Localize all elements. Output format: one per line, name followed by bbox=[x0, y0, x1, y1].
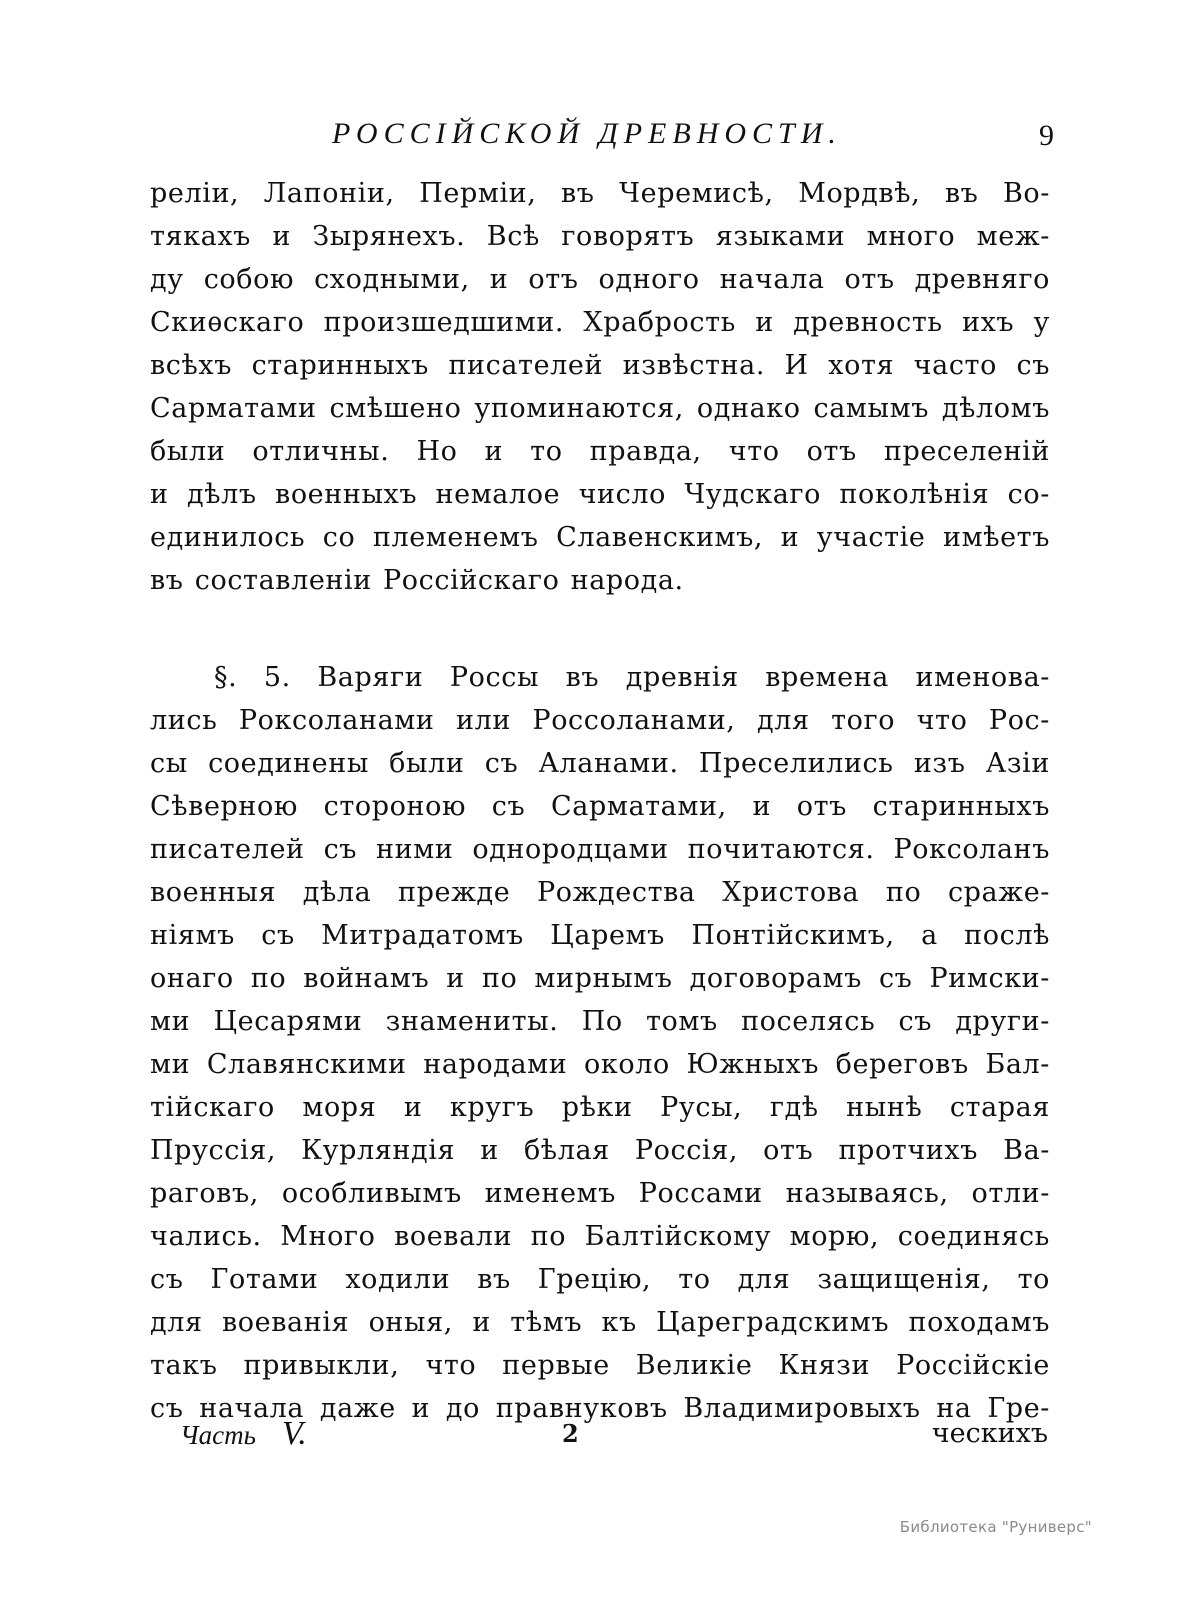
signature-mark: 2 bbox=[562, 1419, 579, 1448]
text-line: тійскаго моря и кругъ рѣки Русы, гдѣ нынѣ старая bbox=[150, 1092, 1050, 1123]
text-line: онаго по войнамъ и по мирнымъ договорамъ съ Римски- bbox=[150, 963, 1050, 994]
text-line: Сарматами смѣшено упоминаются, однако самымъ дѣломъ bbox=[150, 393, 1050, 424]
text-line: писателей съ ними однородцами почитаются. Роксоланъ bbox=[150, 834, 1050, 865]
text-line: раговъ, особливымъ именемъ Россами называясь, отли- bbox=[150, 1178, 1050, 1209]
section-heading-line: §. 5. Варяги Россы въ древнія времена именова- bbox=[214, 662, 1050, 693]
text-line: всѣхъ старинныхъ писателей извѣстна. И хотя часто съ bbox=[150, 350, 1050, 381]
part-label-text: Часть bbox=[180, 1420, 256, 1450]
page-number: 9 bbox=[1039, 119, 1054, 152]
text-line: были отличны. Но и то правда, что отъ преселеній bbox=[150, 436, 1050, 467]
volume-number: V. bbox=[281, 1415, 307, 1452]
text-line: тякахъ и Зырянехъ. Всѣ говорятъ языками много меж- bbox=[150, 221, 1050, 252]
catchword: ческихъ bbox=[931, 1418, 1048, 1449]
text-line: сы соединены были съ Аланами. Преселились изъ Азіи bbox=[150, 748, 1050, 779]
text-line: ми Цесарями знамениты. По томъ поселясь съ други- bbox=[150, 1006, 1050, 1037]
part-label bbox=[180, 1414, 307, 1455]
running-head bbox=[150, 112, 1060, 160]
paragraph-gap bbox=[150, 602, 1050, 656]
text-line: лись Роксоланами или Россоланами, для того что Рос- bbox=[150, 705, 1050, 736]
library-watermark: Библиотека "Руниверс" bbox=[899, 1518, 1092, 1536]
page-footer bbox=[150, 1414, 1050, 1458]
text-line: единилось со племенемъ Славенскимъ, и участіе имѣетъ bbox=[150, 522, 1050, 553]
text-line: Сѣверною стороною съ Сарматами, и отъ старинныхъ bbox=[150, 791, 1050, 822]
text-line: для воеванія оныя, и тѣмъ къ Цареградскимъ походамъ bbox=[150, 1307, 1050, 1338]
body-text bbox=[150, 172, 1050, 1430]
text-line: чались. Много воевали по Балтійскому морю, соединясь bbox=[150, 1221, 1050, 1252]
text-line: съ Готами ходили въ Грецію, то для защищенія, то bbox=[150, 1264, 1050, 1295]
text-line: ніямъ съ Митрадатомъ Царемъ Понтійскимъ, а послѣ bbox=[150, 920, 1050, 951]
text-line: въ составленіи Россійскаго народа. bbox=[150, 565, 684, 596]
text-line: такъ привыкли, что первые Великіе Князи Россійскіе bbox=[150, 1350, 1050, 1381]
paragraph-2 bbox=[150, 656, 1050, 1430]
running-title: РОССІЙСКОЙ ДРЕВНОСТИ. bbox=[332, 117, 842, 150]
text-line: реліи, Лапоніи, Перміи, въ Черемисѣ, Мордвѣ, въ Во- bbox=[150, 178, 1050, 209]
text-line: съ начала даже и до правнуковъ Владимировыхъ на Гре- bbox=[150, 1393, 1050, 1424]
text-line: ми Славянскими народами около Южныхъ береговъ Бал- bbox=[150, 1049, 1050, 1080]
text-line: Скиѳскаго произшедшими. Храбрость и древность ихъ у bbox=[150, 307, 1050, 338]
text-line: ду собою сходными, и отъ одного начала отъ древняго bbox=[150, 264, 1050, 295]
text-line: военныя дѣла прежде Рождества Христова по сраже- bbox=[150, 877, 1050, 908]
text-line: и дѣлъ военныхъ немалое число Чудскаго поколѣнія со- bbox=[150, 479, 1050, 510]
text-line: Пруссія, Курляндія и бѣлая Россія, отъ протчихъ Ва- bbox=[150, 1135, 1050, 1166]
paragraph-1 bbox=[150, 172, 1050, 602]
